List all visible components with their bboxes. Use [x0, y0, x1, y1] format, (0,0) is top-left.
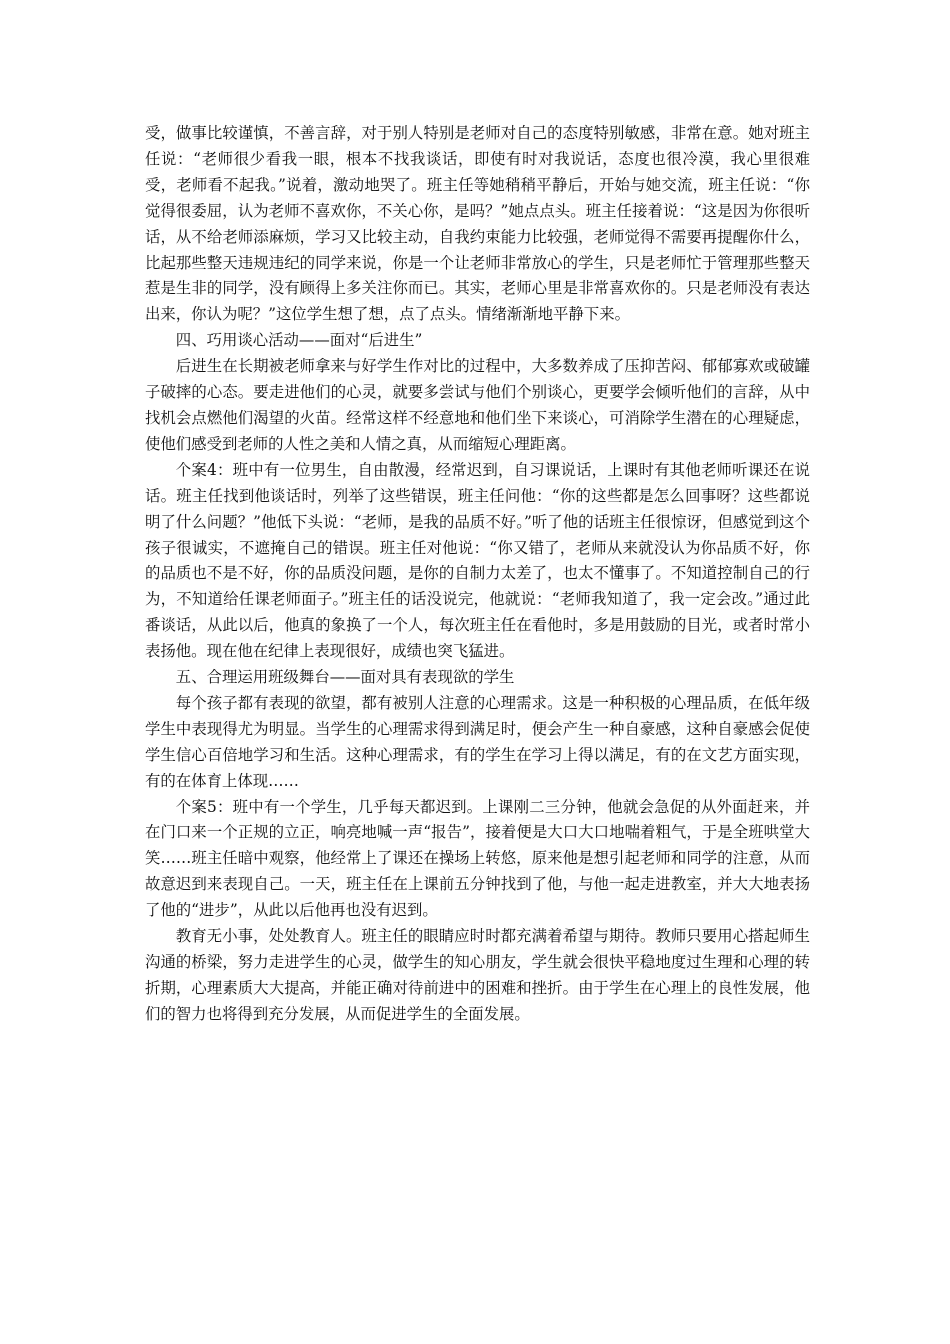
paragraph-conclusion: 教育无小事，处处教育人。班主任的眼睛应时时都充满着希望与期待。教师只要用心搭起师生沟通的桥梁，努力走进学生的心灵，做学生的知心朋友，学生就会很快平稳地度过生理和心理的转折期，心理素质大大提高，并能正确对待前进中的困难和挫折。由于学生在心理上的良性发展，他们的智力也将得到充分发展，从而促进学生的全面发展。 [145, 927, 810, 1023]
document-body [145, 121, 810, 1028]
paragraph-section4-intro: 后进生在长期被老师拿来与好学生作对比的过程中，大多数养成了压抑苦闷、郁郁寡欢或破罐子破摔的心态。要走进他们的心灵，就要多尝试与他们个别谈心，更要学会倾听他们的言辞，从中找机会点燃他们渴望的火苗。经常这样不经意地和他们坐下来谈心，可消除学生潜在的心理疑虑，使他们感受到老师的人性之美和人情之真，从而缩短心理距离。 [145, 357, 810, 453]
paragraph-case3-continued: 受，做事比较谨慎，不善言辞，对于别人特别是老师对自己的态度特别敏感，非常在意。她对班主任说：“老师很少看我一眼，根本不找我谈话，即使有时对我说话，态度也很冷漠，我心里很难受，老师看不起我。”说着，激动地哭了。班主任等她稍稍平静后，开始与她交流，班主任说：“你觉得很委屈，认为老师不喜欢你，不关心你，是吗？”她点点头。班主任接着说：“这是因为你很听话，从不给老师添麻烦，学习又比较主动，自我约束能力比较强，老师觉得不需要再提醒你什么，比起那些整天违规违纪的同学来说，你是一个让老师非常放心的学生，只是老师忙于管理那些整天惹是生非的同学，没有顾得上多关注你而已。其实，老师心里是非常喜欢你的。只是老师没有表达出来，你认为呢？”这位学生想了想，点了点头。情绪渐渐地平静下来。 [145, 124, 810, 324]
paragraph-section5-intro: 每个孩子都有表现的欲望，都有被别人注意的心理需求。这是一种积极的心理品质，在低年级学生中表现得尤为明显。当学生的心理需求得到满足时，便会产生一种自豪感，这种自豪感会促使学生信心百倍地学习和生活。这种心理需求，有的学生在学习上得以满足，有的在文艺方面实现，有的在体育上体现…… [145, 693, 810, 790]
paragraph-case5: 个案5：班中有一个学生，几乎每天都迟到。上课刚二三分钟，他就会急促的从外面赶来，并在门口来一个正规的立正，响亮地喊一声“报告”，接着便是大口大口地喘着粗气，于是全班哄堂大笑……班主任暗中观察，他经常上了课还在操场上转悠，原来他是想引起老师和同学的注意，从而故意迟到来表现自己。一天，班主任在上课前五分钟找到了他，与他一起走进教室，并大大地表扬了他的“进步”，从此以后他再也没有迟到。 [145, 797, 810, 920]
paragraph-case4: 个案4：班中有一位男生，自由散漫，经常迟到，自习课说话，上课时有其他老师听课还在说话。班主任找到他谈话时，列举了这些错误，班主任问他：“你的这些都是怎么回事呀？这些都说明了什么问题？”他低下头说：“老师，是我的品质不好。”听了他的话班主任很惊讶，但感觉到这个孩子很诚实，不遮掩自己的错误。班主任对他说：“你又错了，老师从来就没认为你品质不好，你的品质也不是不好，你的品质没问题，是你的自制力太差了，也太不懂事了。不知道控制自己的行为，不知道给任课老师面子。”班主任的话没说完，他就说：“老师我知道了，我一定会改。”通过此番谈话，从此以后，他真的象换了一个人，每次班主任在看他时，多是用鼓励的目光，或者时常小表扬他。现在他在纪律上表现很好，成绩也突飞猛进。 [145, 460, 810, 661]
section-heading-5: 五、合理运用班级舞台——面对具有表现欲的学生 [175, 668, 515, 687]
section-heading-4: 四、巧用谈心活动——面对“后进生” [175, 331, 423, 350]
